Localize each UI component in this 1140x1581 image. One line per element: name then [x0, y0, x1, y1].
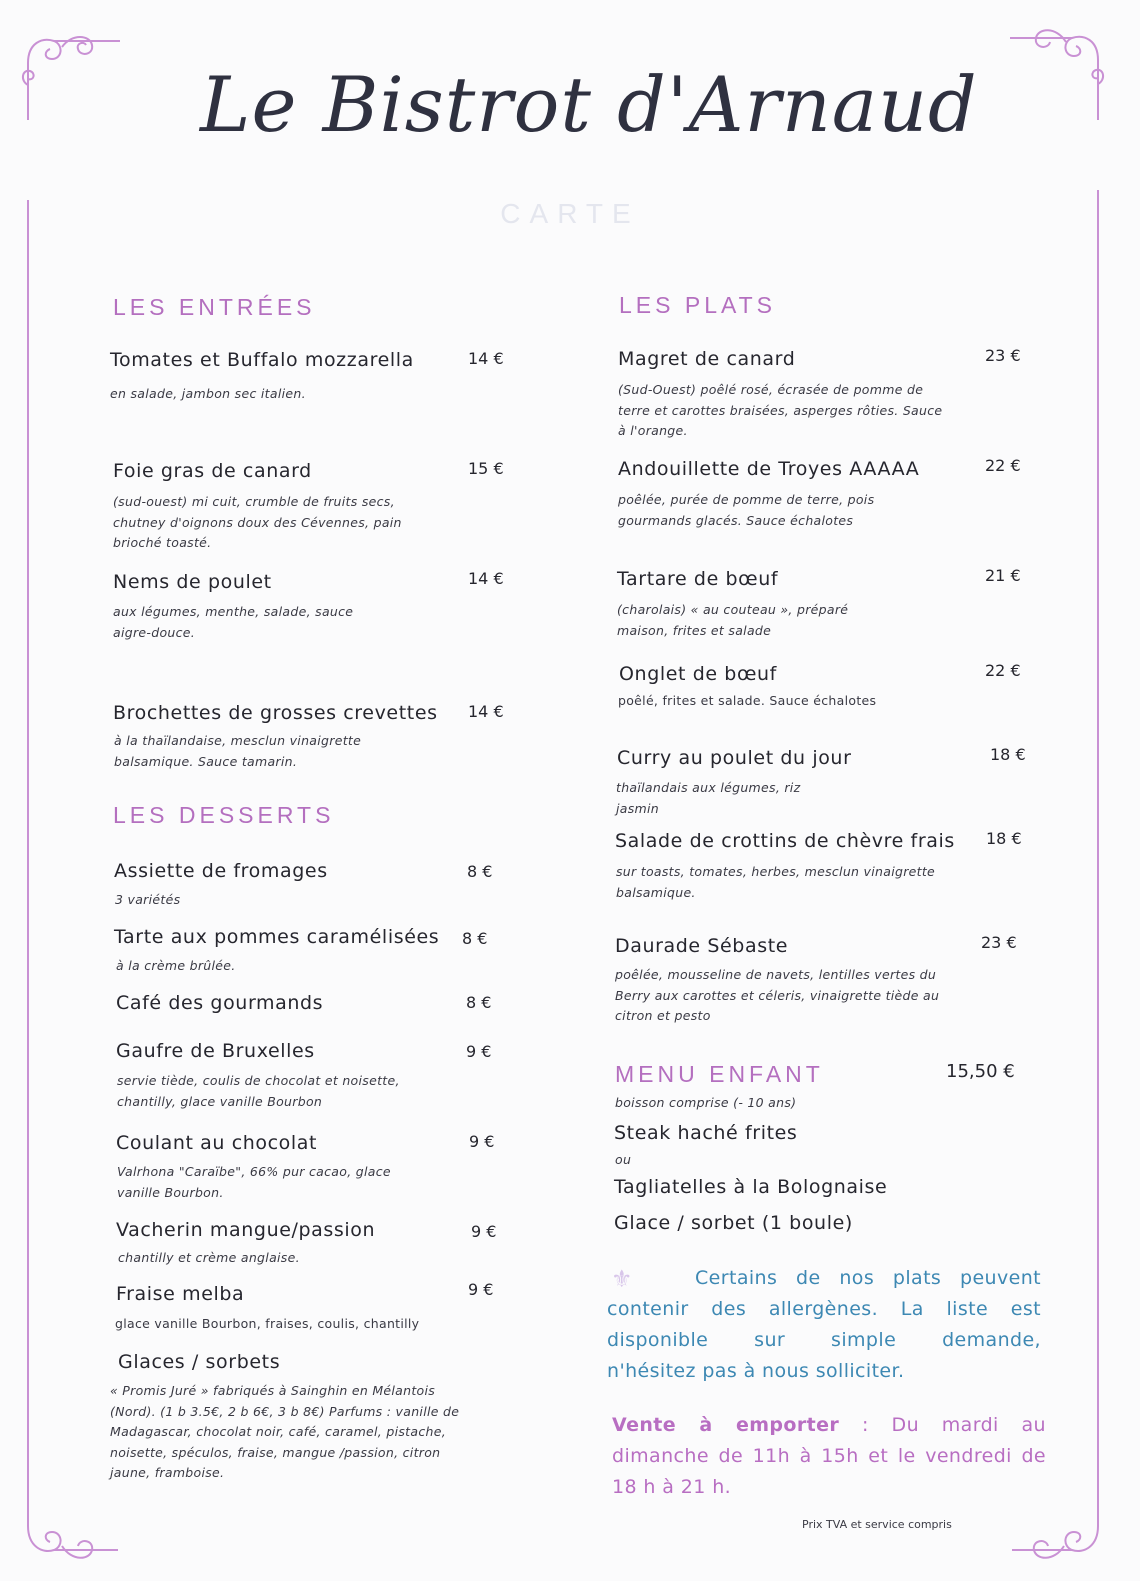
- entree-desc: à la thaïlandaise, mesclun vinaigrette balsamique. Sauce tamarin.: [114, 733, 362, 769]
- desserts-title: LES DESSERTS: [113, 802, 335, 828]
- dessert-desc: chantilly et crème anglaise.: [118, 1250, 300, 1265]
- price-footnote: Prix TVA et service compris: [802, 1518, 952, 1531]
- allergen-line: contenir des allergènes. La liste est: [607, 1298, 1041, 1320]
- entree-name: Tomates et Buffalo mozzarella: [110, 349, 414, 371]
- allergen-line: n'hésitez pas à nous solliciter.: [607, 1360, 905, 1382]
- entree-name: Nems de poulet: [113, 571, 272, 593]
- entree-price: 14 €: [468, 569, 504, 588]
- plat-name: Onglet de bœuf: [619, 663, 777, 685]
- dessert-price: 8 €: [467, 862, 493, 881]
- dessert-desc: servie tiède, coulis de chocolat et noisette, chantilly, glace vanille Bourbon: [117, 1073, 400, 1109]
- menu-enfant-or: ou: [615, 1152, 632, 1167]
- dessert-desc: Valrhona "Caraïbe", 66% pur cacao, glace vanille Bourbon.: [117, 1164, 391, 1200]
- dessert-name: Fraise melba: [116, 1283, 245, 1305]
- plat-price: 18 €: [990, 745, 1026, 764]
- plat-desc: (charolais) « au couteau », préparé maison, frites et salade: [617, 602, 849, 638]
- entree-name: Brochettes de grosses crevettes: [113, 702, 438, 724]
- entree-price: 15 €: [468, 459, 504, 478]
- menu-enfant-choice: Tagliatelles à la Bolognaise: [614, 1176, 888, 1198]
- plat-price: 21 €: [985, 566, 1021, 585]
- plat-desc: (Sud-Ouest) poêlé rosé, écrasée de pomme de terre et carottes braisées, asperges rôties. Sauce à l'orange.: [618, 382, 943, 438]
- dessert-name: Café des gourmands: [116, 992, 324, 1014]
- entree-price: 14 €: [468, 349, 504, 368]
- entree-price: 14 €: [468, 702, 504, 721]
- left-border-line: [27, 200, 29, 1470]
- plat-desc: sur toasts, tomates, herbes, mesclun vinaigrette balsamique.: [616, 864, 936, 900]
- dessert-name: Glaces / sorbets: [118, 1351, 281, 1373]
- entree-name: Foie gras de canard: [113, 460, 312, 482]
- bottom-left-ornament-icon: [18, 1470, 118, 1570]
- plat-name: Tartare de bœuf: [617, 568, 779, 590]
- carte-heading: CARTE: [500, 198, 640, 229]
- plat-name: Curry au poulet du jour: [617, 747, 852, 769]
- plats-title: LES PLATS: [619, 292, 777, 318]
- fleur-de-lis-icon: ⚜: [611, 1265, 633, 1293]
- dessert-price: 9 €: [468, 1280, 494, 1299]
- plat-desc: poêlée, mousseline de navets, lentilles vertes du Berry aux carottes et céleris, vinaigrette tiède au citron et pesto: [615, 967, 940, 1023]
- plat-price: 23 €: [985, 346, 1021, 365]
- allergen-line: Certains de nos plats peuvent: [695, 1267, 1041, 1289]
- dessert-desc: à la crème brûlée.: [116, 958, 236, 973]
- dessert-desc: 3 variétés: [115, 892, 181, 907]
- plat-name: Salade de crottins de chèvre frais: [615, 830, 955, 852]
- restaurant-name: Le Bistrot d'Arnaud: [200, 60, 978, 149]
- plat-price: 18 €: [986, 829, 1022, 848]
- plat-desc: thaïlandais aux légumes, riz jasmin: [616, 780, 801, 816]
- dessert-name: Tarte aux pommes caramélisées: [114, 926, 440, 948]
- dessert-price: 8 €: [462, 929, 488, 948]
- menu-enfant-dessert: Glace / sorbet (1 boule): [614, 1212, 853, 1234]
- dessert-price: 9 €: [469, 1132, 495, 1151]
- plat-desc: poêlée, purée de pomme de terre, pois gourmands glacés. Sauce échalotes: [618, 492, 875, 528]
- dessert-name: Gaufre de Bruxelles: [116, 1040, 315, 1062]
- dessert-name: Coulant au chocolat: [116, 1132, 318, 1154]
- dessert-desc: « Promis Juré » fabriqués à Sainghin en Mélantois (Nord). (1 b 3.5€, 2 b 6€, 3 b 8€) Parfums : vanille de Madagascar, chocolat noir, café, caramel, pistache, noisette, spéculos, fraise, mangue /passion, citron jaune, framboise.: [110, 1383, 460, 1480]
- plat-price: 22 €: [985, 661, 1021, 680]
- entree-desc: en salade, jambon sec italien.: [110, 386, 306, 401]
- menu-enfant-title: MENU ENFANT: [615, 1061, 824, 1087]
- takeaway-notice: [612, 1410, 1046, 1503]
- plat-name: Andouillette de Troyes AAAAA: [618, 458, 920, 480]
- top-right-ornament-icon: [1010, 20, 1110, 120]
- entrees-title: LES ENTRÉES: [113, 294, 316, 320]
- dessert-name: Assiette de fromages: [114, 860, 328, 882]
- allergen-line: disponible sur simple demande,: [607, 1329, 1041, 1351]
- dessert-price: 9 €: [466, 1042, 492, 1061]
- dessert-price: 8 €: [466, 993, 492, 1012]
- dessert-name: Vacherin mangue/passion: [116, 1219, 376, 1241]
- takeaway-label: Vente à emporter: [612, 1414, 840, 1436]
- plat-price: 22 €: [985, 456, 1021, 475]
- entree-desc: (sud-ouest) mi cuit, crumble de fruits secs, chutney d'oignons doux des Cévennes, pain brioché toasté.: [113, 494, 402, 550]
- menu-enfant-price: 15,50 €: [946, 1061, 1015, 1082]
- plat-desc: poêlé, frites et salade. Sauce échalotes: [618, 693, 877, 708]
- entree-desc: aux légumes, menthe, salade, sauce aigre-douce.: [113, 604, 354, 640]
- menu-enfant-note: boisson comprise (- 10 ans): [615, 1095, 797, 1110]
- menu-enfant-choice: Steak haché frites: [614, 1122, 798, 1144]
- takeaway-hours: : Du mardi au dimanche de 11h à 15h et le vendredi de 18 h à 21 h.: [612, 1414, 1046, 1498]
- top-left-ornament-icon: [20, 25, 120, 125]
- allergen-notice: [607, 1263, 1041, 1387]
- dessert-price: 9 €: [471, 1222, 497, 1241]
- right-border-line: [1097, 190, 1099, 1470]
- plat-price: 23 €: [981, 933, 1017, 952]
- plat-name: Daurade Sébaste: [615, 935, 789, 957]
- plat-name: Magret de canard: [618, 348, 796, 370]
- dessert-desc: glace vanille Bourbon, fraises, coulis, chantilly: [115, 1316, 420, 1331]
